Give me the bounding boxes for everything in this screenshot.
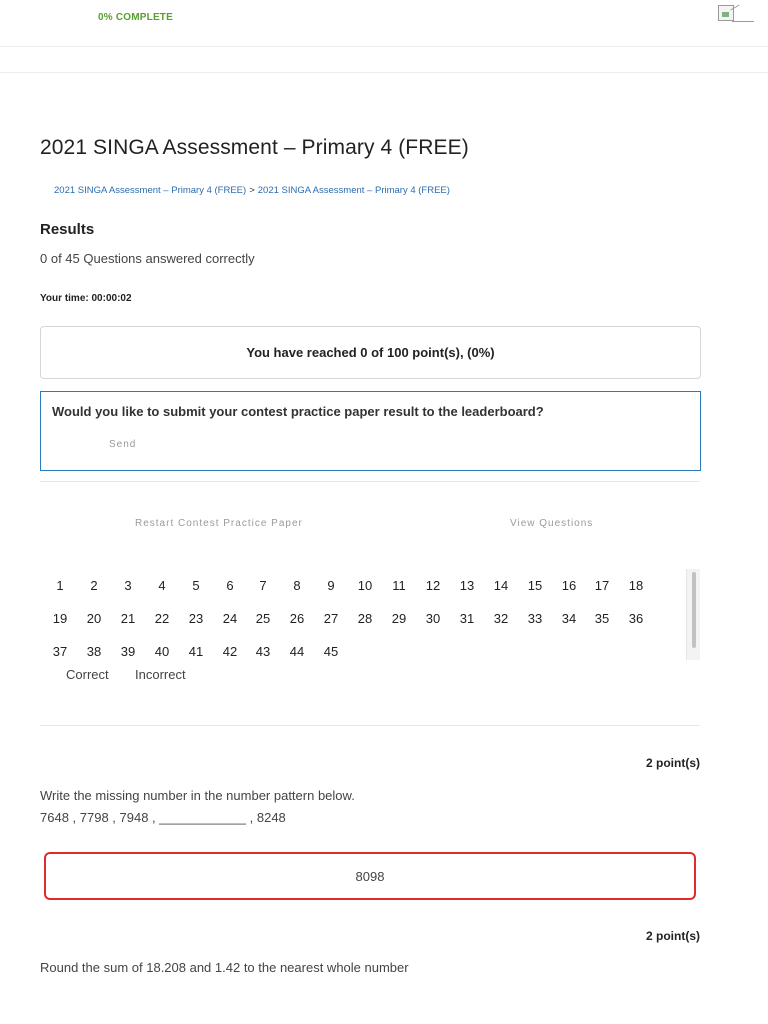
question-nav-item[interactable]: 25	[255, 611, 271, 626]
question-nav-item[interactable]: 31	[459, 611, 475, 626]
question-2-text-line-1: Round the sum of 18.208 and 1.42 to the nearest whole number	[40, 960, 409, 975]
question-1-text-line-2: 7648 , 7798 , 7948 , ____________ , 8248	[40, 810, 286, 825]
score-summary: 0 of 45 Questions answered correctly	[40, 251, 255, 266]
question-nav-item[interactable]: 34	[561, 611, 577, 626]
legend-incorrect: Incorrect	[135, 667, 186, 682]
question-nav-item[interactable]: 14	[493, 578, 509, 593]
send-button[interactable]: Send	[109, 439, 137, 450]
breadcrumb-link-quiz[interactable]: 2021 SINGA Assessment – Primary 4 (FREE)	[257, 185, 450, 196]
question-1-answer: 8098	[355, 868, 385, 884]
question-nav-item[interactable]: 15	[527, 578, 543, 593]
results-heading: Results	[40, 221, 95, 238]
restart-button[interactable]: Restart Contest Practice Paper	[135, 518, 303, 529]
question-grid-scrollbar[interactable]	[686, 569, 700, 660]
question-nav-item[interactable]: 41	[188, 644, 204, 659]
question-nav-item[interactable]: 23	[188, 611, 204, 626]
question-1-text-line-1: Write the missing number in the number pattern below.	[40, 788, 355, 803]
questions-divider	[40, 725, 700, 726]
question-1-answer-box	[44, 852, 696, 900]
broken-image-icon[interactable]	[718, 5, 754, 23]
breadcrumb	[54, 185, 450, 196]
question-1-points: 2 point(s)	[646, 756, 700, 770]
question-nav-item[interactable]: 35	[594, 611, 610, 626]
secondary-divider	[0, 72, 768, 73]
question-nav-item[interactable]: 19	[52, 611, 68, 626]
section-divider	[40, 481, 700, 482]
question-nav-item[interactable]: 17	[594, 578, 610, 593]
question-nav-item[interactable]: 32	[493, 611, 509, 626]
question-nav-item[interactable]: 9	[327, 578, 335, 593]
time-row	[40, 293, 132, 304]
question-nav-item[interactable]: 8	[293, 578, 301, 593]
points-summary-box	[40, 326, 701, 379]
question-nav-item[interactable]: 18	[628, 578, 644, 593]
question-nav-item[interactable]: 24	[222, 611, 238, 626]
question-nav-item[interactable]: 16	[561, 578, 577, 593]
question-nav-item[interactable]: 29	[391, 611, 407, 626]
question-nav-item[interactable]: 28	[357, 611, 373, 626]
leaderboard-panel	[40, 391, 701, 471]
question-nav-item[interactable]: 21	[120, 611, 136, 626]
legend-correct: Correct	[66, 667, 109, 682]
question-nav-item[interactable]: 42	[222, 644, 238, 659]
question-nav-item[interactable]: 22	[154, 611, 170, 626]
question-nav-item[interactable]: 45	[323, 644, 339, 659]
question-nav-item[interactable]: 13	[459, 578, 475, 593]
view-questions-button[interactable]: View Questions	[510, 518, 594, 529]
question-nav-item[interactable]: 27	[323, 611, 339, 626]
time-value: 00:00:02	[91, 293, 132, 304]
question-nav-item[interactable]: 10	[357, 578, 373, 593]
leaderboard-question: Would you like to submit your contest practice paper result to the leaderboard?	[52, 404, 544, 419]
question-nav-item[interactable]: 26	[289, 611, 305, 626]
question-nav-item[interactable]: 7	[259, 578, 267, 593]
question-nav-item[interactable]: 11	[392, 578, 406, 593]
points-message: You have reached 0 of 100 point(s), (0%)	[246, 345, 495, 360]
question-nav-item[interactable]: 33	[527, 611, 543, 626]
question-nav-item[interactable]: 6	[226, 578, 234, 593]
breadcrumb-link-course[interactable]: 2021 SINGA Assessment – Primary 4 (FREE)	[54, 185, 247, 196]
question-nav-item[interactable]: 39	[120, 644, 136, 659]
time-label: Your time:	[40, 293, 89, 304]
question-number-grid	[43, 570, 683, 662]
question-nav-item[interactable]: 43	[255, 644, 271, 659]
question-nav-item[interactable]: 4	[158, 578, 166, 593]
question-nav-item[interactable]: 2	[90, 578, 98, 593]
scrollbar-thumb[interactable]	[692, 572, 696, 648]
question-nav-item[interactable]: 3	[124, 578, 132, 593]
question-nav-item[interactable]: 1	[56, 578, 64, 593]
question-nav-item[interactable]: 12	[425, 578, 441, 593]
question-2-points: 2 point(s)	[646, 929, 700, 943]
question-nav-item[interactable]: 40	[154, 644, 170, 659]
question-nav-item[interactable]: 44	[289, 644, 305, 659]
question-nav-item[interactable]: 30	[425, 611, 441, 626]
breadcrumb-separator: >	[249, 185, 255, 196]
page-title: 2021 SINGA Assessment – Primary 4 (FREE)	[40, 136, 469, 159]
top-bar	[0, 0, 768, 47]
question-nav-item[interactable]: 20	[86, 611, 102, 626]
question-nav-item[interactable]: 36	[628, 611, 644, 626]
question-nav-item[interactable]: 37	[52, 644, 68, 659]
question-nav-item[interactable]: 5	[192, 578, 200, 593]
progress-label: 0% COMPLETE	[98, 12, 173, 23]
question-nav-item[interactable]: 38	[86, 644, 102, 659]
